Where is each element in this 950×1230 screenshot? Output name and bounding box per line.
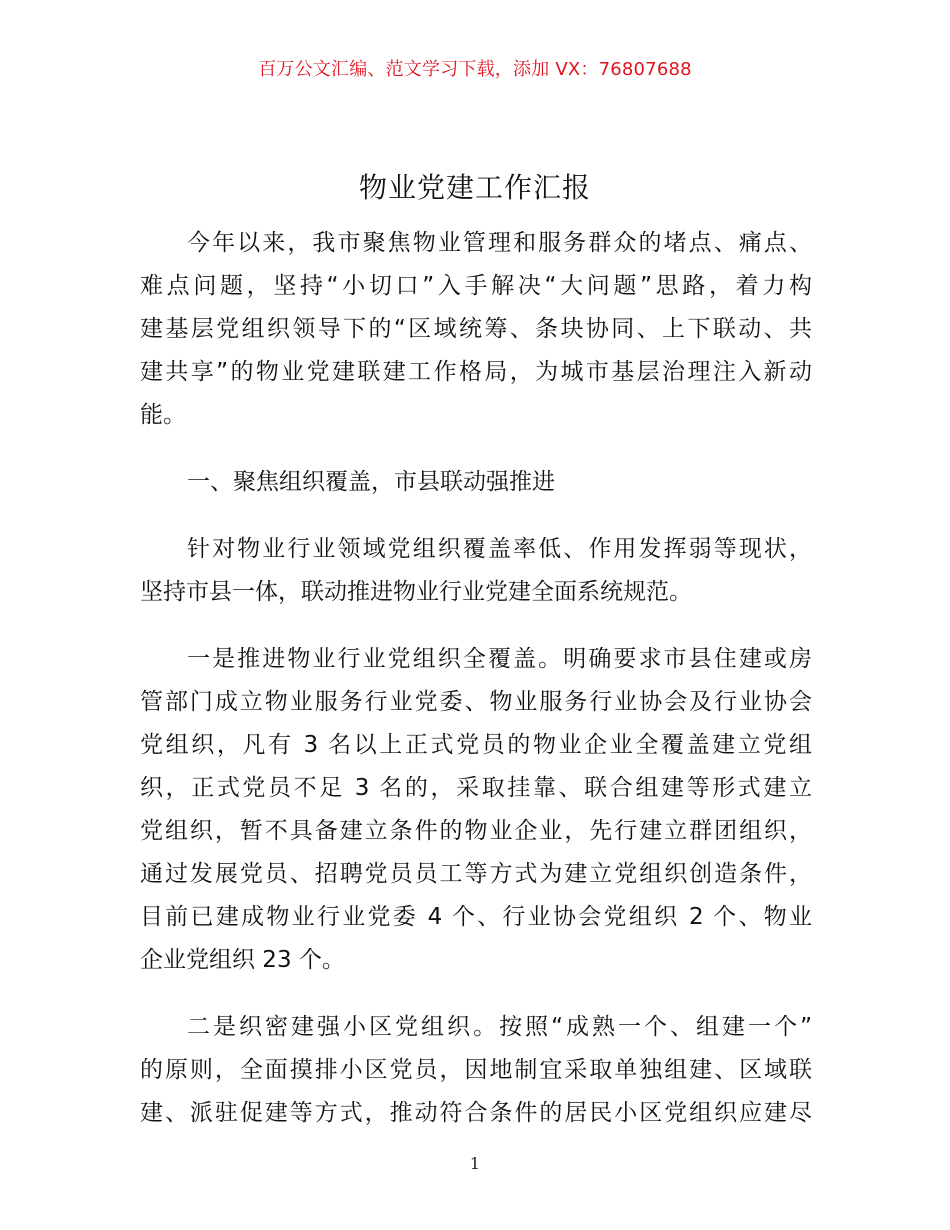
text-line: 建共享”的物业党建联建工作格局，为城市基层治理注入新动	[140, 359, 812, 385]
text-line: 目前已建成物业行业党委 4 个、行业协会党组织 2 个、物业	[140, 904, 812, 930]
paragraph-point-1	[140, 638, 812, 982]
text-line: 党组织，暂不具备建立条件的物业企业，先行建立群团组织，	[140, 818, 812, 844]
header-banner: 百万公文汇编、范文学习下载，添加 VX：76807688	[258, 59, 692, 80]
text-line: 二是织密建强小区党组织。按照“成熟一个、组建一个”	[187, 1014, 812, 1040]
text-line: 织，正式党员不足 3 名的，采取挂靠、联合组建等形式建立	[140, 775, 812, 801]
paragraph-gap	[140, 614, 812, 638]
text-line: 管部门成立物业服务行业党委、物业服务行业协会及行业协会	[140, 689, 812, 715]
text-line: 今年以来，我市聚焦物业管理和服务群众的堵点、痛点、	[187, 230, 812, 256]
section-heading-text: 一、聚焦组织覆盖，市县联动强推进	[187, 469, 555, 495]
paragraph-gap	[140, 504, 812, 528]
page-number: 1	[469, 1154, 481, 1173]
document-body	[140, 222, 812, 1135]
paragraph-gap	[140, 437, 812, 461]
section-heading-1	[140, 461, 812, 504]
paragraph-intro	[140, 222, 812, 437]
text-line: 企业党组织 23 个。	[140, 947, 345, 973]
text-line: 通过发展党员、招聘党员员工等方式为建立党组织创造条件，	[140, 861, 812, 887]
text-line: 针对物业行业领域党组织覆盖率低、作用发挥弱等现状，	[187, 536, 812, 562]
text-line: 的原则，全面摸排小区党员，因地制宜采取单独组建、区域联	[140, 1057, 812, 1083]
text-line: 建、派驻促建等方式，推动符合条件的居民小区党组织应建尽	[140, 1100, 812, 1126]
text-line: 党组织，凡有 3 名以上正式党员的物业企业全覆盖建立党组	[140, 732, 812, 758]
text-line: 难点问题，坚持“小切口”入手解决“大问题”思路，着力构	[140, 273, 812, 299]
text-line: 一是推进物业行业党组织全覆盖。明确要求市县住建或房	[187, 646, 812, 672]
text-line: 坚持市县一体，联动推进物业行业党建全面系统规范。	[140, 579, 692, 605]
paragraph-point-2	[140, 1006, 812, 1135]
text-line: 建基层党组织领导下的“区域统筹、条块协同、上下联动、共	[140, 316, 812, 342]
paragraph-section-intro	[140, 528, 812, 614]
document-title: 物业党建工作汇报	[358, 171, 591, 204]
paragraph-gap	[140, 982, 812, 1006]
text-line: 能。	[140, 402, 186, 428]
